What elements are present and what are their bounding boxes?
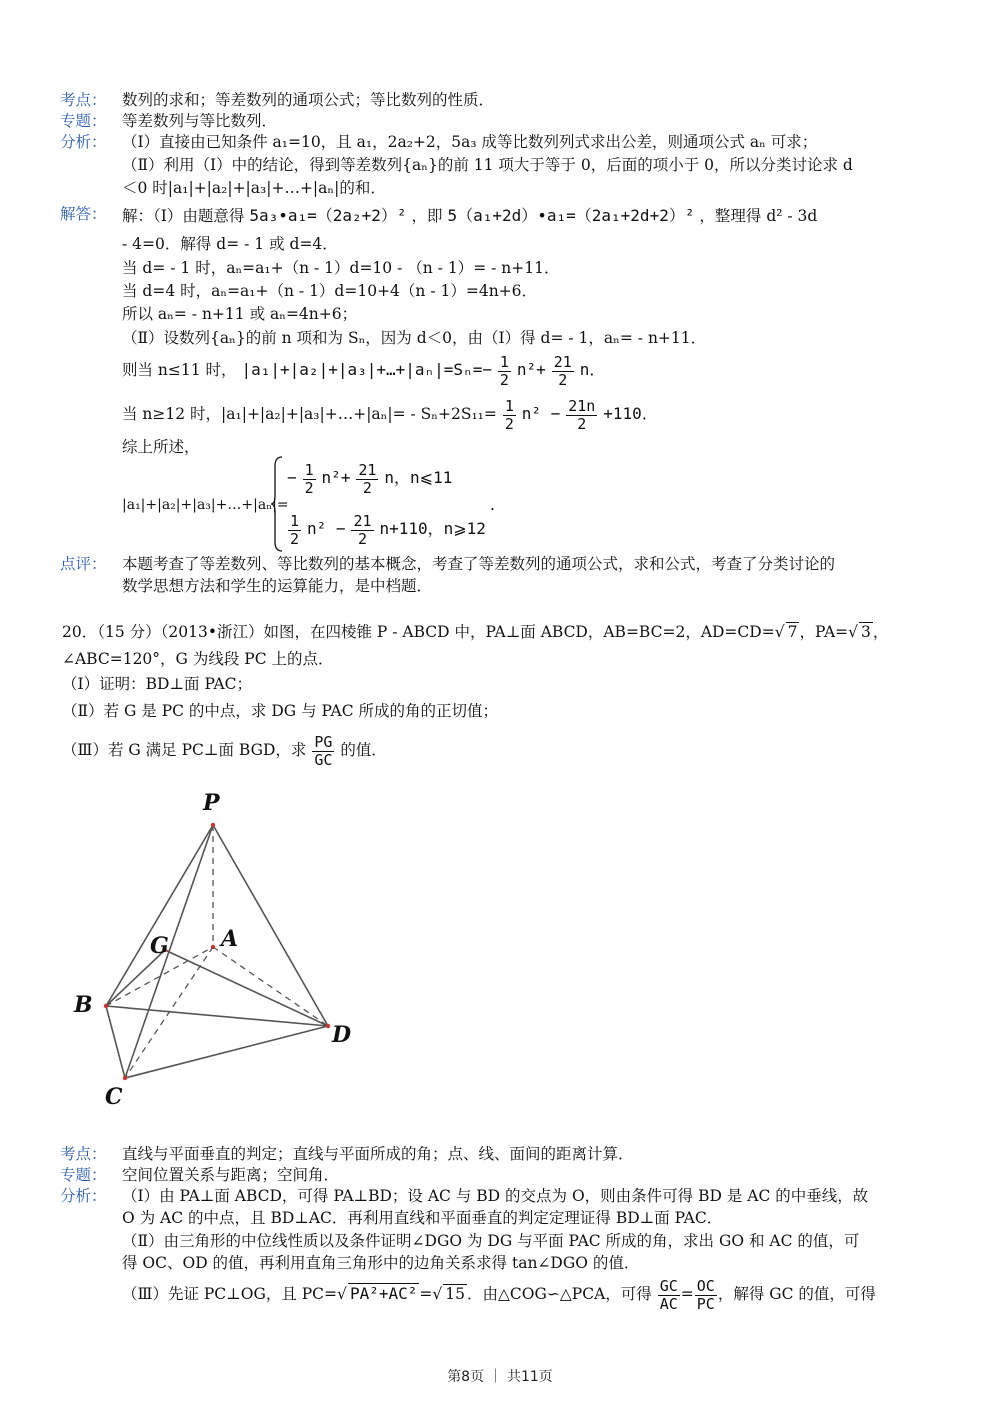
formula: n²+: [321, 468, 351, 487]
q19-dianping-2: 数学思想方法和学生的运算能力，是中档题．: [122, 577, 433, 595]
q19-jie-2: - 4=0．解得 d= - 1 或 d=4．: [122, 235, 338, 253]
q20-fenxi-5: （Ⅲ）先证 PC⊥OG，且 PC=√ PA²+AC² =√ 15 ．由△COG∽△PCA，可得 $\frac{GC}{AC}$ = $\frac{OC}{PC}$ ，解得 GC 的值，可得: [122, 1276, 876, 1313]
formula: |a₁|+|a₂|+|a₃|+…+|aₙ|=Sₙ=−: [241, 360, 492, 379]
q20-part-2: （Ⅱ）若 G 是 PC 的中点，求 DG 与 PAC 所成的角的正切值；: [62, 702, 498, 720]
denominator: PC: [696, 1294, 715, 1313]
fraction: [288, 513, 301, 548]
fraction: [351, 513, 373, 548]
q19-case-1: [287, 458, 452, 498]
label-B: B: [74, 992, 93, 1018]
numerator: OC: [696, 1276, 715, 1295]
edge-AD: [213, 947, 328, 1026]
label-A: A: [221, 926, 239, 952]
numerator: 21n: [568, 396, 596, 415]
text: 20．（15 分）（2013•浙江）如图，在四棱锥 P - ABCD 中，PA⊥面 ABCD，AB=BC=2，AD=CD=: [62, 623, 775, 641]
formula: n+110，n⩾12: [379, 519, 486, 538]
vertex-A: [211, 945, 215, 949]
pyramid-figure: [60, 780, 380, 1110]
text: ．由△COG∽△PCA，可得: [467, 1285, 652, 1303]
fraction: [303, 462, 316, 497]
label-P: P: [203, 790, 220, 816]
q19-jie-8: [122, 394, 658, 434]
formula: 5a₃•a₁=（2a₂+2）²: [249, 206, 407, 225]
fraction: [658, 1278, 680, 1313]
text: ，PA=: [799, 623, 849, 641]
radicand: PA²+AC²: [349, 1284, 418, 1303]
text: ，即: [411, 207, 443, 225]
fraction: [552, 354, 574, 389]
label-D: D: [332, 1022, 352, 1048]
fraction: [312, 734, 334, 769]
numerator: PG: [314, 732, 333, 751]
label-G: G: [150, 933, 169, 959]
q19-fenxi-3: ＜0 时|a₁|+|a₂|+|a₃|+…+|aₙ|的和．: [122, 179, 386, 197]
numerator: 1: [304, 460, 314, 479]
q19-fenxi-2: （Ⅱ）利用（Ⅰ）中的结论，得到等差数列{aₙ}的前 11 项大于等于 0，后面的项小于 0，所以分类讨论求 d: [122, 156, 853, 174]
text: 则当 n≤11 时，: [122, 361, 237, 379]
label-C: C: [105, 1084, 123, 1110]
vertex-B: [104, 1004, 108, 1008]
kaodian-label: 考点：: [60, 91, 107, 109]
numerator: 1: [499, 352, 509, 371]
fraction: [356, 462, 378, 497]
denominator: 2: [362, 478, 372, 497]
fenxi-label: 分析：: [60, 1187, 107, 1205]
denominator: GC: [314, 750, 333, 769]
text: ，解得 GC 的值，可得: [717, 1285, 876, 1303]
q19-fenxi-1: （Ⅰ）直接由已知条件 a₁=10，且 a₁，2a₂+2，5a₃ 成等比数列列式求出公差，则通项公式 aₙ 可求；: [122, 133, 818, 151]
numerator: GC: [659, 1276, 678, 1295]
numerator: 21: [353, 511, 372, 530]
q20-stem-2: ∠ABC=120°，G 为线段 PC 上的点．: [62, 650, 334, 668]
denominator: 2: [357, 529, 367, 548]
q20-fenxi-3: （Ⅱ）由三角形的中位线性质以及条件证明∠DGO 为 DG 与平面 PAC 所成的角，求出 GO 和 AC 的值，可: [122, 1232, 860, 1250]
kaodian-label: 考点：: [60, 1145, 107, 1163]
text: =: [419, 1285, 433, 1303]
formula: n，n⩽11: [384, 468, 453, 487]
denominator: 2: [290, 529, 300, 548]
page-footer: 第8页 ｜ 共11页: [447, 1369, 553, 1385]
fenxi-label: 分析：: [60, 133, 107, 151]
q20-kaodian: 直线与平面垂直的判定；直线与平面所成的角；点、线、面间的距离计算．: [122, 1145, 634, 1163]
vertex-D: [326, 1024, 330, 1028]
q19-jie-3: 当 d= - 1 时，aₙ=a₁+（n - 1）d=10 - （n - 1）= - n+11．: [122, 259, 560, 277]
q19-jie-4: 当 d=4 时，aₙ=a₁+（n - 1）d=10+4（n - 1）=4n+6．: [122, 282, 538, 300]
formula: n² −: [306, 519, 346, 538]
radicand: 15: [445, 1285, 465, 1303]
q19-zhuanti: 等差数列与等比数列．: [122, 112, 278, 130]
segment-GD: [165, 950, 328, 1026]
q19-sum-lhs: |a₁|+|a₂|+|a₃|+…+|aₙ|=: [122, 497, 289, 513]
vertex-C: [123, 1076, 127, 1080]
formula: +110．: [603, 404, 658, 423]
numerator: 21: [553, 352, 572, 371]
q19-jie-1: [122, 205, 817, 227]
denominator: 2: [558, 370, 568, 389]
edge-BD: [106, 1006, 328, 1026]
denominator: 2: [504, 414, 514, 433]
q19-kaodian: 数列的求和；等差数列的通项公式；等比数列的性质．: [122, 91, 495, 109]
jieda-label: 解答：: [60, 205, 107, 223]
formula: n² −: [521, 404, 561, 423]
text: =: [680, 1285, 694, 1303]
text: ，整理得 d² - 3d: [699, 207, 818, 225]
numerator: 21: [358, 460, 377, 479]
denominator: 2: [577, 414, 587, 433]
fraction: [503, 398, 516, 433]
text: ，: [872, 623, 889, 641]
zhuanti-label: 专题：: [60, 1166, 107, 1184]
fraction: [695, 1278, 717, 1313]
text: （Ⅲ）先证 PC⊥OG，且 PC=: [122, 1285, 338, 1303]
denominator: AC: [659, 1294, 678, 1313]
radicand: 3: [861, 623, 871, 641]
q19-jie-7: [122, 350, 605, 390]
formula: n．: [579, 360, 606, 379]
q19-end-dot: .: [490, 496, 495, 514]
q20-stem-1: 20．（15 分）（2013•浙江）如图，在四棱锥 P - ABCD 中，PA⊥面 ABCD，AB=BC=2，AD=CD=√ 7 ，PA=√ 3 ，: [62, 623, 889, 641]
numerator: 1: [290, 511, 300, 530]
q19-case-2: [287, 509, 486, 549]
text: 的值．: [340, 741, 387, 759]
fraction: [498, 354, 511, 389]
q20-fenxi-1: （Ⅰ）由 PA⊥面 ABCD，可得 PA⊥BD；设 AC 与 BD 的交点为 O，则由条件可得 BD 是 AC 的中垂线，故: [122, 1187, 869, 1205]
denominator: 2: [304, 478, 314, 497]
radicand: 7: [787, 623, 798, 641]
q19-dianping-1: 本题考查了等差数列、等比数列的基本概念，考查了等差数列的通项公式，求和公式，考查了分类讨论的: [122, 555, 836, 573]
q19-jie-9: 综上所述，: [122, 438, 200, 456]
edge-BC: [106, 1006, 125, 1078]
q20-zhuanti: 空间位置关系与距离；空间角．: [122, 1166, 340, 1184]
fraction: [566, 398, 597, 433]
text: 解：（Ⅰ）由题意得: [122, 207, 245, 225]
vertex-P: [211, 823, 215, 827]
dianping-label: 点评：: [60, 555, 107, 573]
q20-fenxi-4: 得 OC、OD 的值，再利用直角三角形中的边角关系求得 tan∠DGO 的值．: [122, 1254, 640, 1272]
q20-part-3: [62, 730, 387, 770]
denominator: 2: [499, 370, 509, 389]
text: 当 n≥12 时，|a₁|+|a₂|+|a₃|+…+|aₙ|= - Sₙ+2S₁₁=: [122, 405, 497, 423]
formula: 5（a₁+2d）•a₁=（2a₁+2d+2）²: [447, 206, 695, 225]
q20-fenxi-2: O 为 AC 的中点，且 BD⊥AC．再利用直线和平面垂直的判定定理证得 BD⊥面 PAC．: [122, 1209, 723, 1227]
q19-jie-6: （Ⅱ）设数列{aₙ}的前 n 项和为 Sₙ，因为 d＜0，由（Ⅰ）得 d= - 1，aₙ= - n+11．: [122, 329, 707, 347]
q19-jie-5: 所以 aₙ= - n+11 或 aₙ=4n+6；: [122, 305, 358, 323]
formula: n²+: [516, 360, 546, 379]
zhuanti-label: 专题：: [60, 112, 107, 130]
q20-part-1: （Ⅰ）证明：BD⊥面 PAC；: [62, 675, 253, 693]
formula: −: [287, 468, 297, 487]
numerator: 1: [504, 396, 514, 415]
text: （Ⅲ）若 G 满足 PC⊥面 BGD，求: [62, 741, 307, 759]
left-brace: [271, 456, 283, 552]
